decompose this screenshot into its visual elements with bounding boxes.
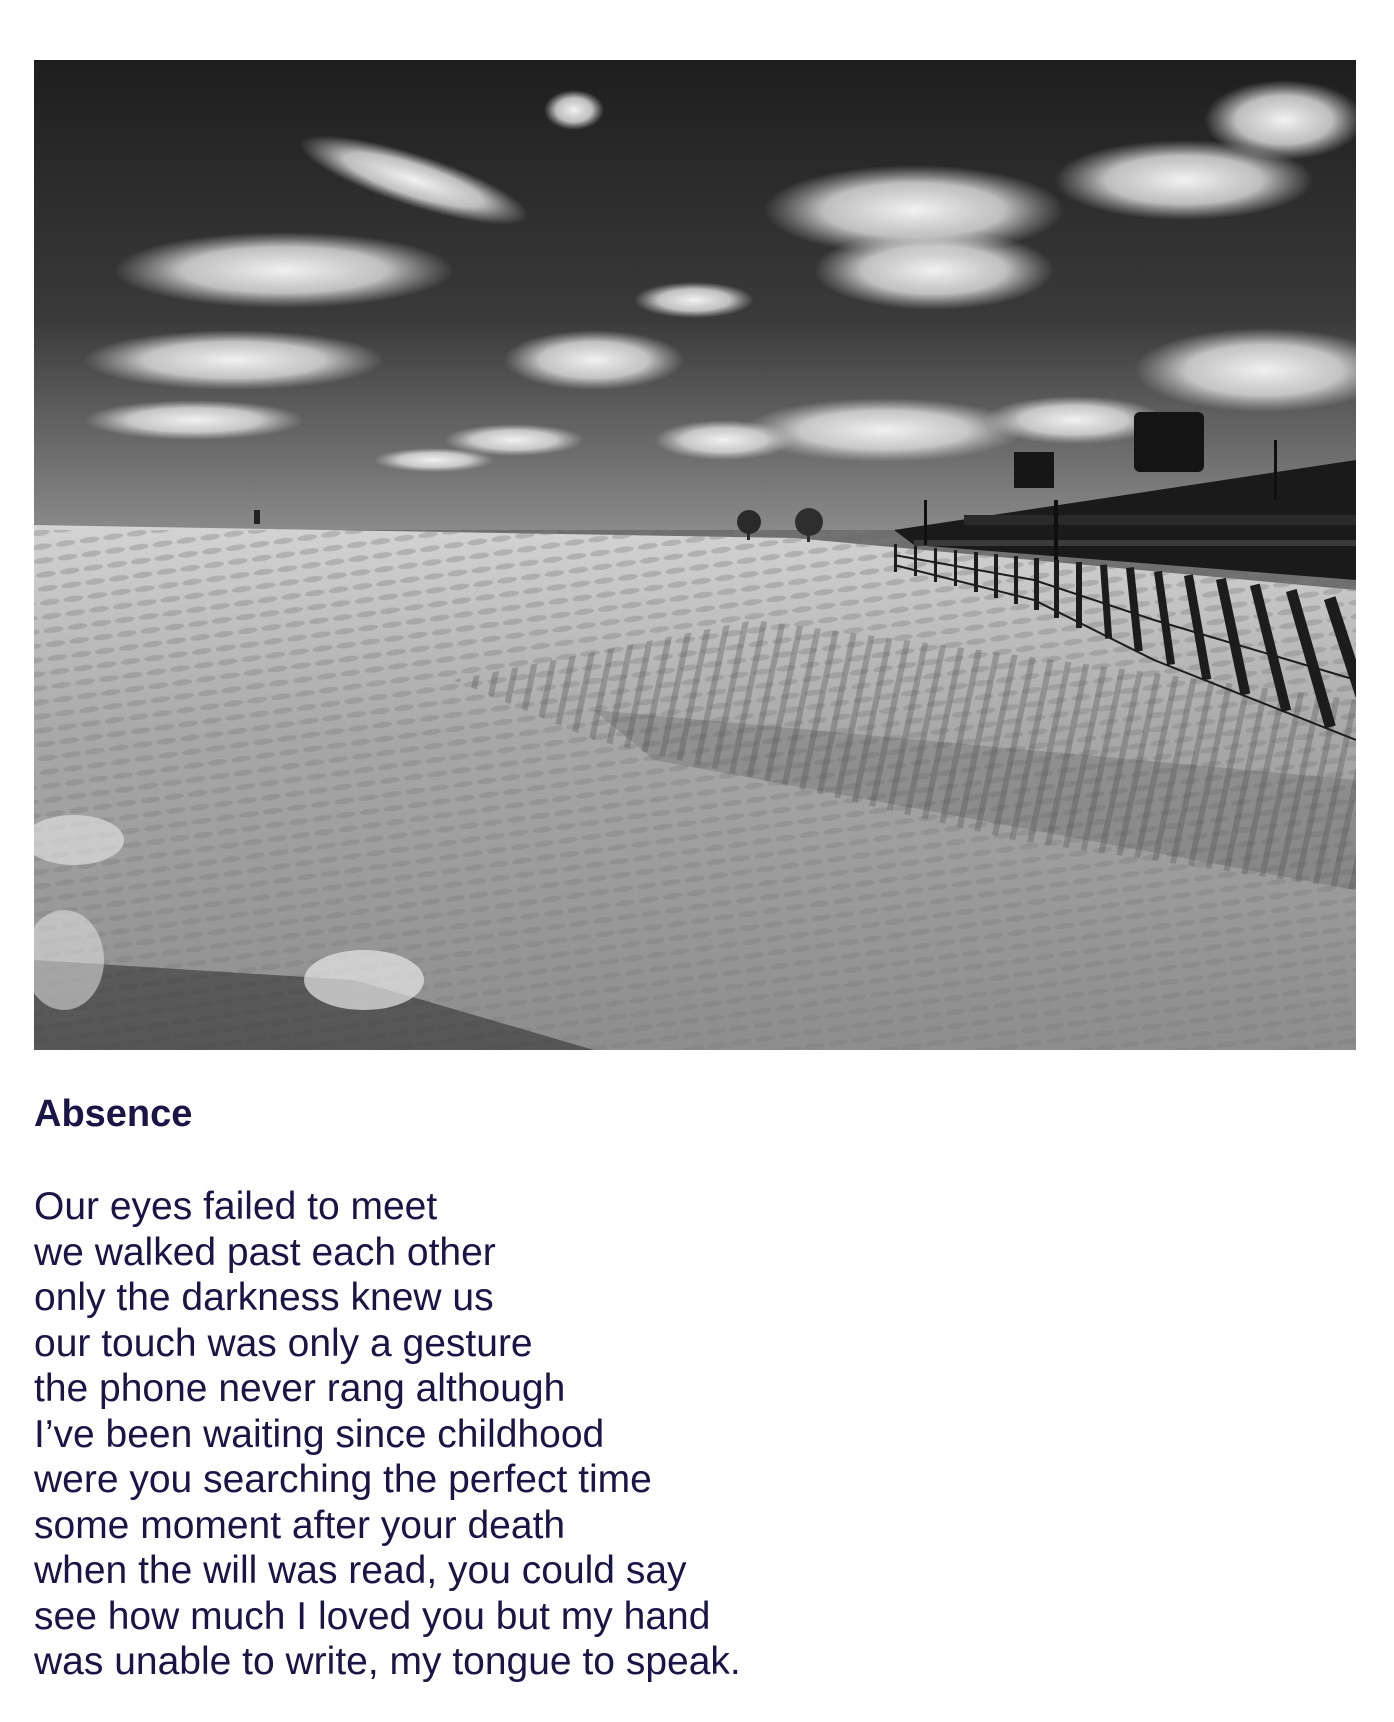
poem-line: see how much I loved you but my hand: [34, 1594, 711, 1638]
poem-line: were you searching the perfect time: [34, 1458, 652, 1501]
snowy-beach-photo: [34, 60, 1356, 1050]
poem-line: the phone never rang although: [34, 1367, 566, 1410]
poem-line: only the darkness knew us: [34, 1276, 494, 1319]
poem-line: when the will was read, you could say: [34, 1549, 687, 1592]
poem: [34, 1092, 1334, 1685]
poem-line: was unable to write, my tongue to speak.: [34, 1640, 741, 1683]
poem-line: some moment after your death: [34, 1503, 566, 1547]
poem-body: [34, 1184, 1334, 1685]
poem-title: Absence: [34, 1093, 193, 1135]
poem-line: Our eyes failed to meet: [34, 1185, 438, 1228]
poem-line: we walked past each other: [34, 1230, 496, 1274]
poem-line: our touch was only a gesture: [34, 1321, 533, 1365]
poem-line: I’ve been waiting since childhood: [34, 1412, 605, 1456]
